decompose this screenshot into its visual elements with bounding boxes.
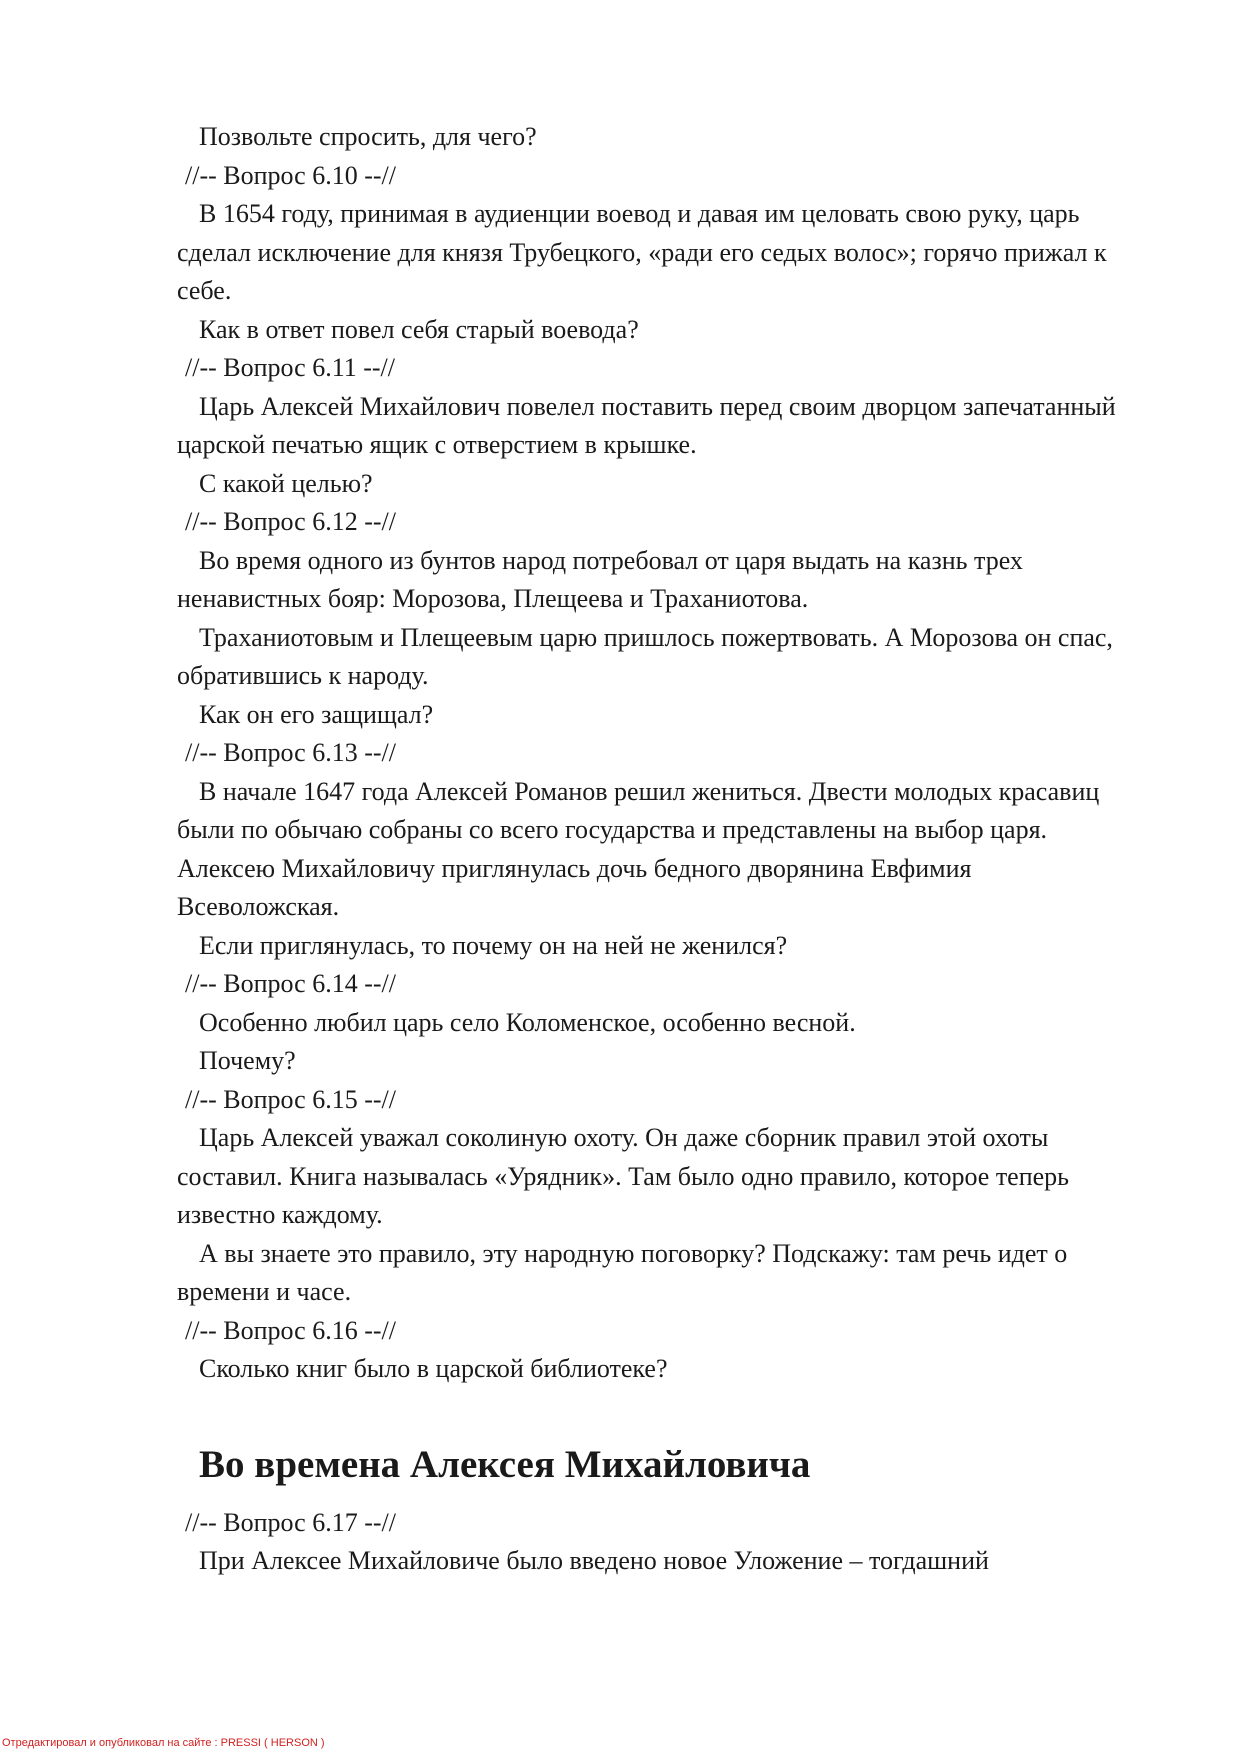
paragraph: Как он его защищал?	[199, 699, 434, 729]
paragraph: А вы знаете это правило, эту народную поговорку? Подскажу: там речь идет о времени и часе.	[177, 1238, 1068, 1306]
paragraph: Царь Алексей Михайлович повелел поставить перед своим дворцом запечатанный царской печатью ящик с отверстием в крышке.	[177, 391, 1116, 459]
paragraph: В начале 1647 года Алексей Романов решил жениться. Двести молодых красавиц были по обычаю собраны со всего государства и представлены на выбор царя. Алексею Михайловичу приглянулась дочь бедного дворянина Евфимия Всеволожская.	[177, 776, 1100, 921]
paragraph: При Алексее Михайловиче было введено новое Уложение – тогдашний	[199, 1546, 989, 1575]
question-separator: //-- Вопрос 6.16 --//	[185, 1315, 396, 1345]
paragraph: Во время одного из бунтов народ потребовал от царя выдать на казнь трех ненавистных бояр: Морозова, Плещеева и Траханиотова.	[177, 545, 1023, 613]
question-separator: //-- Вопрос 6.13 --//	[185, 738, 396, 767]
paragraph: Если приглянулась, то почему он на ней не женился?	[199, 930, 788, 960]
paragraph: Сколько книг было в царской библиотеке?	[199, 1354, 668, 1383]
question-separator: //-- Вопрос 6.10 --//	[185, 160, 396, 190]
question-separator: //-- Вопрос 6.17 --//	[185, 1507, 396, 1537]
paragraph: С какой целью?	[199, 468, 373, 498]
paragraph: Царь Алексей уважал соколиную охоту. Он даже сборник правил этой охоты составил. Книга называлась «Урядник». Там было одно правило, которое теперь известно каждому.	[177, 1123, 1070, 1229]
section-heading: Во времена Алексея Михайловича	[199, 1443, 811, 1486]
footer-watermark: Отредактировал и опубликовал на сайте : PRESSI ( HERSON )	[2, 1737, 325, 1749]
question-separator: //-- Вопрос 6.15 --//	[185, 1084, 396, 1114]
question-separator: //-- Вопрос 6.11 --//	[185, 353, 396, 382]
paragraph: Позвольте спросить, для чего?	[199, 122, 537, 151]
paragraph: Почему?	[199, 1046, 296, 1075]
document-page	[177, 118, 1137, 1581]
paragraph: Как в ответ повел себя старый воевода?	[199, 314, 639, 344]
paragraph: В 1654 году, принимая в аудиенции воевод и давая им целовать свою руку, царь сделал исключение для князя Трубецкого, «ради его седых волос»; горячо прижал к себе.	[177, 199, 1107, 305]
question-separator: //-- Вопрос 6.14 --//	[185, 969, 396, 998]
paragraph: Особенно любил царь село Коломенское, особенно весной.	[199, 1007, 856, 1037]
blank-space	[177, 1389, 1137, 1428]
paragraph: Траханиотовым и Плещеевым царю пришлось пожертвовать. А Морозова он спас, обратившись к народу.	[177, 622, 1113, 690]
question-separator: //-- Вопрос 6.12 --//	[185, 507, 396, 536]
